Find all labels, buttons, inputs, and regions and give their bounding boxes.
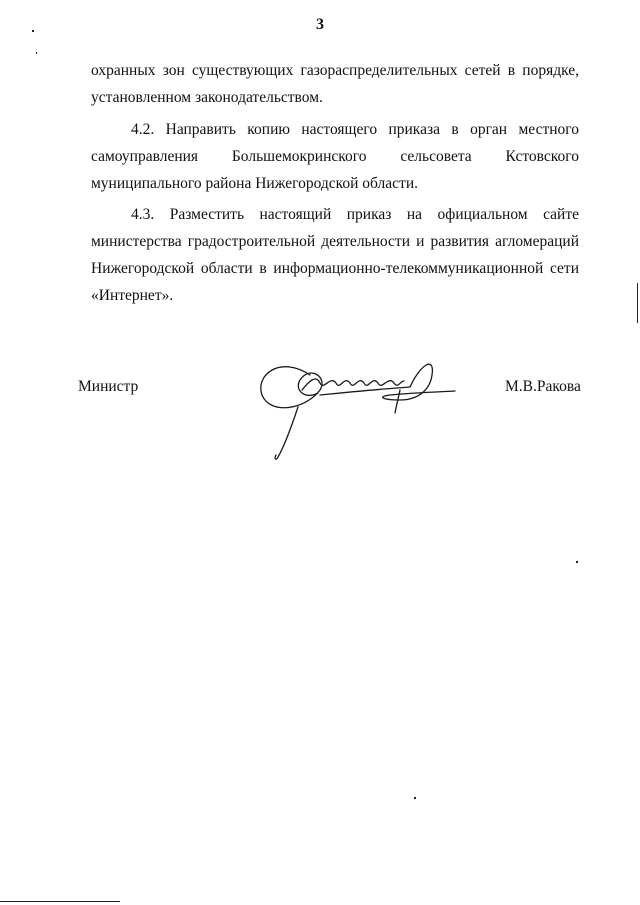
- text-line: муниципального района Нижегородской области.: [91, 175, 418, 192]
- page-number: 3: [316, 16, 324, 33]
- scan-artifact: [0, 901, 120, 902]
- scan-artifact: [414, 797, 416, 799]
- scan-artifact: [32, 30, 34, 32]
- text-line: 4.2. Направить копию настоящего приказа в орган местного: [131, 121, 579, 138]
- signatory-title: Министр: [78, 378, 139, 395]
- signatory-name: М.В.Ракова: [505, 378, 581, 395]
- handwritten-signature: [250, 345, 460, 465]
- scan-artifact: [576, 561, 578, 563]
- text-line: министерства градостроительной деятельности и развития агломераций: [91, 233, 579, 250]
- text-line: Нижегородской области в информационно-телекоммуникационной сети: [91, 260, 579, 277]
- text-line: самоуправления Большемокринского сельсовета Кстовского: [91, 148, 579, 165]
- text-line: 4.3. Разместить настоящий приказ на официальном сайте: [131, 206, 579, 223]
- text-line: охранных зон существующих газораспределительных сетей в порядке,: [91, 62, 579, 79]
- text-line: «Интернет».: [91, 287, 174, 304]
- signature-block: [0, 375, 640, 465]
- paragraph-continuation: [91, 57, 579, 111]
- scan-artifact: [637, 283, 638, 323]
- text-line: установленном законодательством.: [91, 89, 323, 106]
- paragraph-4-2: [91, 116, 579, 197]
- paragraph-4-3: [91, 201, 579, 309]
- scan-artifact: [36, 52, 37, 54]
